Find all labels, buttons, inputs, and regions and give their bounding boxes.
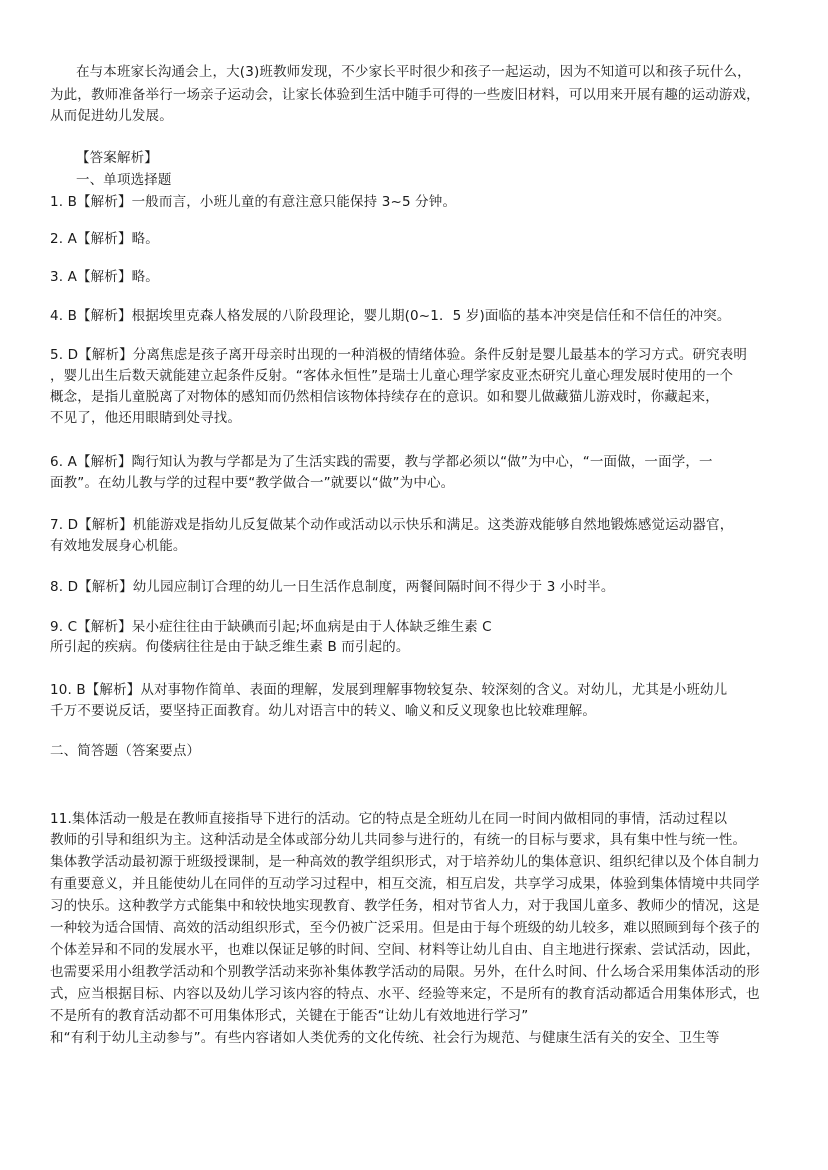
q11-line: 教师的引导和组织为主。这种活动是全体或部分幼儿共同参与进行的，有统一的目标与要求，具有集中性与统一性。 xyxy=(50,832,747,848)
q11-line: 也需要采用小组教学活动和个别教学活动来弥补集体教学活动的局限。另外，在什么时间、什么场合采用集体活动的形 xyxy=(50,964,760,980)
section1-heading: 一、单项选择题 xyxy=(76,172,172,188)
q11-line: 习的快乐。这种教学方式能集中和较快地实现教育、教学任务，相对节省人力，对于我国儿童多、教师少的情况，这是 xyxy=(50,898,760,914)
answer-5: 5. D【解析】分离焦虑是孩子离开母亲时出现的一种消极的情绪体验。条件反射是婴儿最基本的学习方式。研究表明 xyxy=(50,347,748,363)
q11-line: 式，应当根据目标、内容以及幼儿学习该内容的特点、水平、经验等来定，不是所有的教育活动都适合用集体形式，也 xyxy=(50,986,760,1002)
answer-9: 9. C【解析】呆小症往往由于缺碘而引起;坏血病是由于人体缺乏维生素 C xyxy=(50,619,492,635)
answer-5: 概念，是指儿童脱离了对物体的感知而仍然相信该物体持续存在的意识。如和婴儿做藏猫儿游戏时，你藏起来， xyxy=(50,389,719,405)
answer-3: 3. A【解析】略。 xyxy=(50,269,159,285)
answer-heading: 【答案解析】 xyxy=(76,150,158,166)
section2-heading: 二、简答题（答案要点） xyxy=(50,743,201,759)
answer-10: 千万不要说反话，要坚持正面教育。幼儿对语言中的转义、喻义和反义现象也比较难理解。 xyxy=(50,703,596,719)
intro-line: 从而促进幼儿发展。 xyxy=(50,108,173,124)
answer-6: 面教”。在幼儿教与学的过程中要“教学做合一”就要以“做”为中心。 xyxy=(50,475,455,491)
q11-line: 一种较为适合国情、高效的活动组织形式，至今仍被广泛采用。但是由于每个班级的幼儿较多，难以照顾到每个孩子的 xyxy=(50,920,760,936)
answer-7: 7. D【解析】机能游戏是指幼儿反复做某个动作或活动以示快乐和满足。这类游戏能够自然地锻炼感觉运动器官， xyxy=(50,517,734,533)
answer-4: 4. B【解析】根据埃里克森人格发展的八阶段理论，婴儿期(0~1．5 岁)面临的基本冲突是信任和不信任的冲突。 xyxy=(50,308,731,324)
answer-6: 6. A【解析】陶行知认为教与学都是为了生活实践的需要，教与学都必须以“做”为中心，“一面做，一面学，一 xyxy=(50,454,713,470)
q11-line: 和“有利于幼儿主动参与”。有些内容诸如人类优秀的文化传统、社会行为规范、与健康生活有关的安全、卫生等 xyxy=(50,1030,720,1046)
answer-9: 所引起的疾病。佝偻病往往是由于缺乏维生素 B 而引起的。 xyxy=(50,639,410,655)
q11-line: 有重要意义，并且能使幼儿在同伴的互动学习过程中，相互交流，相互启发，共享学习成果，体验到集体情境中共同学 xyxy=(50,876,760,892)
answer-2: 2. A【解析】略。 xyxy=(50,231,159,247)
answer-7: 有效地发展身心机能。 xyxy=(50,538,187,554)
q11-line: 不是所有的教育活动都不可用集体形式，关键在于能否“让幼儿有效地进行学习” xyxy=(50,1008,529,1024)
q11-line: 11.集体活动一般是在教师直接指导下进行的活动。它的特点是全班幼儿在同一时间内做相同的事情，活动过程以 xyxy=(50,811,728,827)
answer-5: ，婴儿出生后数天就能建立起条件反射。“客体永恒性”是瑞士儿童心理学家皮亚杰研究儿童心理发展时使用的一个 xyxy=(50,368,734,384)
intro-line: 在与本班家长沟通会上，大(3)班教师发现，不少家长平时很少和孩子一起运动，因为不知道可以和孩子玩什么， xyxy=(76,64,751,80)
answer-8: 8. D【解析】幼儿园应制订合理的幼儿一日生活作息制度，两餐间隔时间不得少于 3 小时半。 xyxy=(50,579,615,595)
q11-line: 集体教学活动最初源于班级授课制，是一种高效的教学组织形式，对于培养幼儿的集体意识、组织纪律以及个体自制力 xyxy=(50,854,760,870)
answer-1: 1. B【解析】一般而言，小班儿童的有意注意只能保持 3~5 分钟。 xyxy=(50,194,457,210)
q11-line: 个体差异和不同的发展水平，也难以保证足够的时间、空间、材料等让幼儿自由、自主地进行探索、尝试活动，因此， xyxy=(50,942,760,958)
intro-line: 为此，教师准备举行一场亲子运动会，让家长体验到生活中随手可得的一些废旧材料，可以用来开展有趣的运动游戏， xyxy=(50,87,760,103)
answer-10: 10. B【解析】从对事物作简单、表面的理解，发展到理解事物较复杂、较深刻的含义。对幼儿，尤其是小班幼儿 xyxy=(50,682,728,698)
answer-5: 不见了，他还用眼睛到处寻找。 xyxy=(50,410,242,426)
